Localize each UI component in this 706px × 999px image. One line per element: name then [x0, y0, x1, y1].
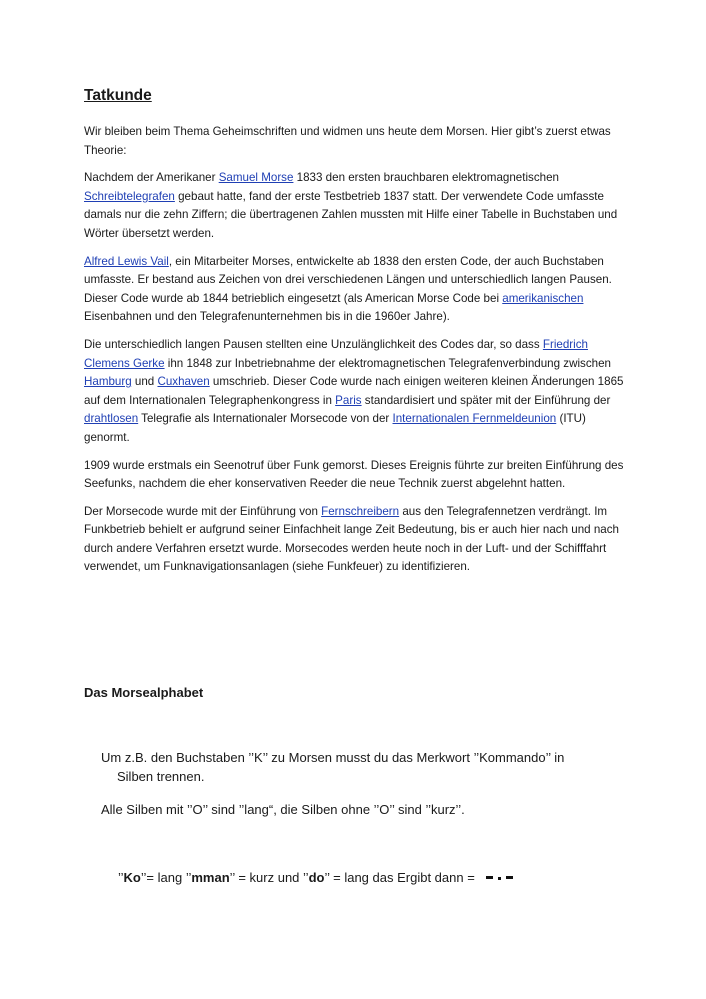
morse-instruction-2: Alle Silben mit ’’O’’ sind ’’lang“, die Silben ohne ’’O’’ sind ’’kurz’’.: [101, 802, 465, 817]
text-span: ihn 1848 zur Inbetriebnahme der elektromagnetischen Telegrafenverbindung zwischen: [164, 356, 611, 370]
text-span: ’’ = kurz und ’’: [229, 870, 309, 885]
paragraph-vail: [84, 253, 624, 327]
text-span: umschrieb. Dieser Code wurde nach einigen weiteren kleinen Änderungen 1865 auf dem Internationalen Telegraphenkongress in: [84, 375, 624, 407]
text-span: , ein Mitarbeiter Morses, entwickelte ab 1838 den ersten Code, der auch Buchstaben umfasste. Er bestand aus Zeichen von drei verschiedenen Längen und unterschiedlich langen Pausen. Dieser Code wurde ab 1844 betrieblich eingesetzt (als American Morse Code bei: [84, 254, 612, 305]
section-title-morsealphabet: Das Morsealphabet: [84, 685, 204, 700]
morse-code-k-icon: [485, 872, 519, 886]
link-paris[interactable]: Paris: [335, 393, 362, 407]
link-friedrich-clemens-gerke[interactable]: Friedrich Clemens Gerke: [84, 337, 588, 370]
link-samuel-morse[interactable]: Samuel Morse: [218, 171, 294, 185]
link-internationalen-fernmeldeunion[interactable]: Internationalen Fernmeldeunion: [392, 412, 557, 426]
text-span: Telegrafie als Internationaler Morsecode von der: [138, 412, 393, 426]
intro-paragraph: Wir bleiben beim Thema Geheimschriften und widmen uns heute dem Morsen. Hier gibt’s zuerst etwas Theorie:: [84, 125, 611, 157]
text-span: Die unterschiedlich langen Pausen stellten eine Unzulänglichkeit des Codes dar, so dass: [84, 337, 543, 351]
morse-example-k: [118, 868, 519, 887]
paragraph-fernschreiber: [84, 503, 624, 577]
document-title: Tatkunde: [84, 87, 152, 104]
link-hamburg[interactable]: Hamburg: [84, 375, 132, 389]
text-span: Eisenbahnen und den Telegrafenunternehmen bis in die 1960er Jahre).: [84, 310, 450, 324]
morse-dash-0: [486, 876, 493, 879]
paragraph-history-morse: [84, 169, 624, 243]
morse-dash-2: [506, 876, 513, 879]
text-span: (ITU) genormt.: [84, 412, 586, 444]
link-drahtlosen[interactable]: drahtlosen: [84, 412, 139, 426]
syllable-do: do: [308, 870, 325, 885]
syllable-mman: mman: [191, 870, 230, 885]
text-span: Der Morsecode wurde mit der Einführung von: [84, 504, 322, 518]
text-span: und: [131, 375, 158, 389]
text-span: aus den Telegrafennetzen verdrängt. Im Funkbetrieb behielt er aufgrund seiner Einfachheit lange Zeit Bedeutung, bis er auch hier nach und nach durch andere Verfahren ersetzt wurde. Morsecodes werden heute noch in der Luft- und der Schifffahrt verwendet, um Funknavigationsanlagen (siehe Funkfeuer) zu identifizieren.: [84, 504, 619, 574]
paragraph-seenotruf: 1909 wurde erstmals ein Seenotruf über Funk gemorst. Dieses Ereignis führte zur breiten Einführung des Seefunks, nachdem die eher konservativen Reeder die neue Technik zuerst abgelehnt hatten.: [84, 458, 624, 491]
text-span: Nachdem der Amerikaner: [84, 171, 219, 185]
link-amerikanischen[interactable]: amerikanischen: [502, 291, 584, 305]
morse-dot-1: [498, 877, 501, 880]
morse-instruction-1: [101, 748, 621, 786]
link-fernschreibern[interactable]: Fernschreibern: [321, 504, 400, 518]
syllable-ko: Ko: [123, 870, 141, 885]
text-span: ’’ = lang das Ergibt dann =: [324, 870, 475, 885]
link-cuxhaven[interactable]: Cuxhaven: [157, 375, 210, 389]
text-span: standardisiert und später mit der Einführung der: [361, 393, 611, 407]
text-span: ’’= lang ’’: [140, 870, 192, 885]
morse-instruction-1-line-a: Um z.B. den Buchstaben ’’K’’ zu Morsen musst du das Merkwort ’’Kommando’’ in: [101, 750, 565, 765]
document-content: [84, 86, 624, 586]
text-span: gebaut hatte, fand der erste Testbetrieb 1837 statt. Der verwendete Code umfasste damals nur die zehn Ziffern; die übertragenen Zahlen mussten mit Hilfe einer Tabelle in Buchstaben und Wörter übersetzt werden.: [84, 189, 618, 240]
link-alfred-lewis-vail[interactable]: Alfred Lewis Vail: [84, 254, 169, 268]
paragraph-gerke: [84, 336, 624, 448]
text-span: ’’: [118, 870, 124, 885]
link-schreibtelegrafen[interactable]: Schreibtelegrafen: [84, 189, 175, 203]
morse-instruction-1-line-b: Silben trennen.: [117, 769, 205, 784]
text-span: 1833 den ersten brauchbaren elektromagnetischen: [293, 171, 559, 185]
